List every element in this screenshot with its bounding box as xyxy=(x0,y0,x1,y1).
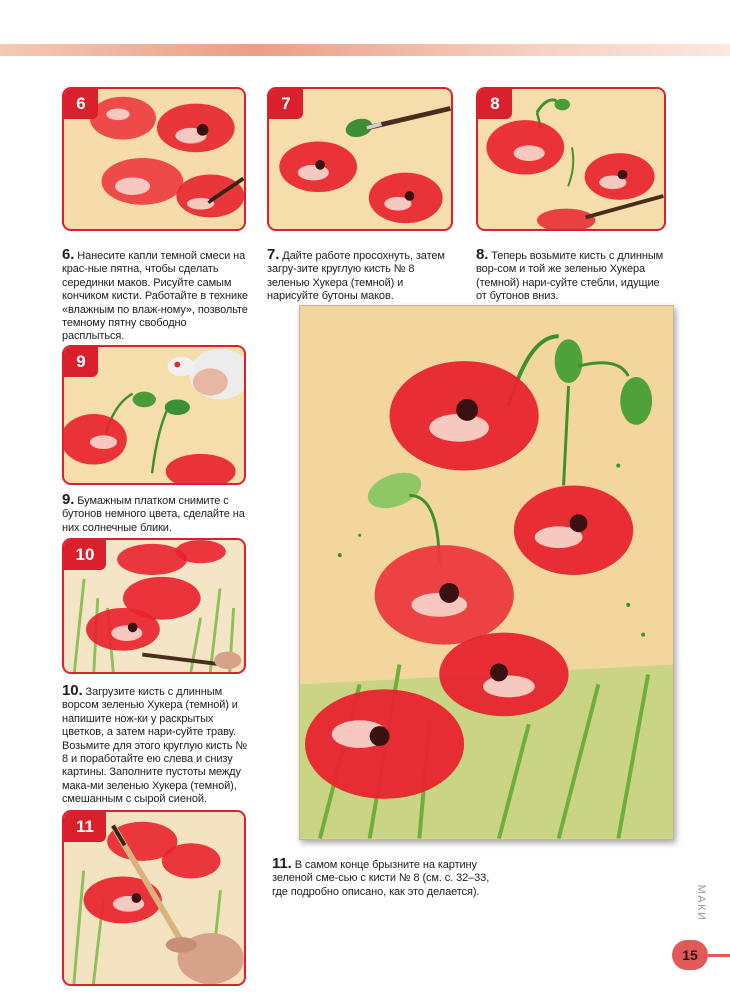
decorative-header-stripe xyxy=(0,44,730,56)
step-number: 7 xyxy=(267,246,276,263)
page-number-bar xyxy=(708,954,730,957)
step-10-photo xyxy=(62,538,246,674)
step-text: Бумажным платком снимите с бутонов немного цвета, сделайте на них солнечные блики. xyxy=(62,495,245,534)
chapter-label: МАКИ xyxy=(695,884,707,922)
step-11-caption: 11. В самом конце брызните на картину зеленой сме-сью с кисти № 8 (см. с. 32–33, где подробно описано, как это делается). xyxy=(272,855,490,898)
step-text: В самом конце брызните на картину зеленой сме-сью с кисти № 8 (см. с. 32–33, где подробно описано, как это делается). xyxy=(272,859,490,898)
step-text: Теперь возьмите кисть с длинным вор-сом и той же зеленью Хукера (темной) нари-суйте стебли, идущие от бутонов вниз. xyxy=(476,250,664,303)
step-9-photo xyxy=(62,345,246,485)
step-11-photo xyxy=(62,810,246,986)
step-number-badge: 6 xyxy=(64,89,98,119)
step-6-caption: 6. Нанесите капли темной смеси на крас-ные пятна, чтобы сделать серединки маков. Рисуйте самым кончиком кисти. Работайте в технике «влажным по влаж-ному», позвольте темному пятну свободно расплыться. xyxy=(62,246,248,343)
step-text: Загрузите кисть с длинным ворсом зеленью Хукера (темной) и напишите нож-ки у раскрытых цветков, а затем нари-суйте траву. Возьмите для этого круглую кисть № 8 и поработайте ею слева и снизу картины. Заполните пустоты между мака-ми зеленью Хукера (темной), смешанным с сырой сиеной. xyxy=(62,686,248,806)
step-9-caption: 9. Бумажным платком снимите с бутонов немного цвета, сделайте на них солнечные блики. xyxy=(62,491,245,534)
step-number-badge: 8 xyxy=(478,89,512,119)
step-6-photo xyxy=(62,87,246,231)
step-number: 11 xyxy=(272,855,288,872)
step-number-badge: 7 xyxy=(269,89,303,119)
step-number-badge: 11 xyxy=(64,812,106,842)
final-poppy-painting xyxy=(299,305,674,840)
step-8-caption: 8. Теперь возьмите кисть с длинным вор-сом и той же зеленью Хукера (темной) нари-суйте стебли, идущие от бутонов вниз. xyxy=(476,246,664,303)
poppy-painting-image xyxy=(300,306,673,839)
step-8-photo xyxy=(476,87,666,231)
step-7-photo xyxy=(267,87,453,231)
step-number: 9 xyxy=(62,491,71,508)
step-number: 10 xyxy=(62,682,79,699)
step-number-badge: 10 xyxy=(64,540,106,570)
step-number-badge: 9 xyxy=(64,347,98,377)
page-header-band xyxy=(0,0,730,42)
step-number: 8 xyxy=(476,246,485,263)
step-text: Дайте работе просохнуть, затем загру-зите круглую кисть № 8 зеленью Хукера (темной) и нарисуйте бутоны маков. xyxy=(267,250,445,303)
page-number: 15 xyxy=(672,940,708,970)
step-10-caption: 10. Загрузите кисть с длинным ворсом зеленью Хукера (темной) и напишите нож-ки у раскрытых цветков, а затем нари-суйте траву. Возьмите для этого круглую кисть № 8 и поработайте ею слева и снизу картины. Заполните пустоты между мака-ми зеленью Хукера (темной), смешанным с сырой сиеной. xyxy=(62,682,248,806)
step-text: Нанесите капли темной смеси на крас-ные пятна, чтобы сделать серединки маков. Рисуйте самым кончиком кисти. Работайте в технике «влажным по влаж-ному», позвольте темному пятну свободно расплыться. xyxy=(62,250,248,343)
step-7-caption: 7. Дайте работе просохнуть, затем загру-зите круглую кисть № 8 зеленью Хукера (темной) и нарисуйте бутоны маков. xyxy=(267,246,445,303)
step-number: 6 xyxy=(62,246,71,263)
